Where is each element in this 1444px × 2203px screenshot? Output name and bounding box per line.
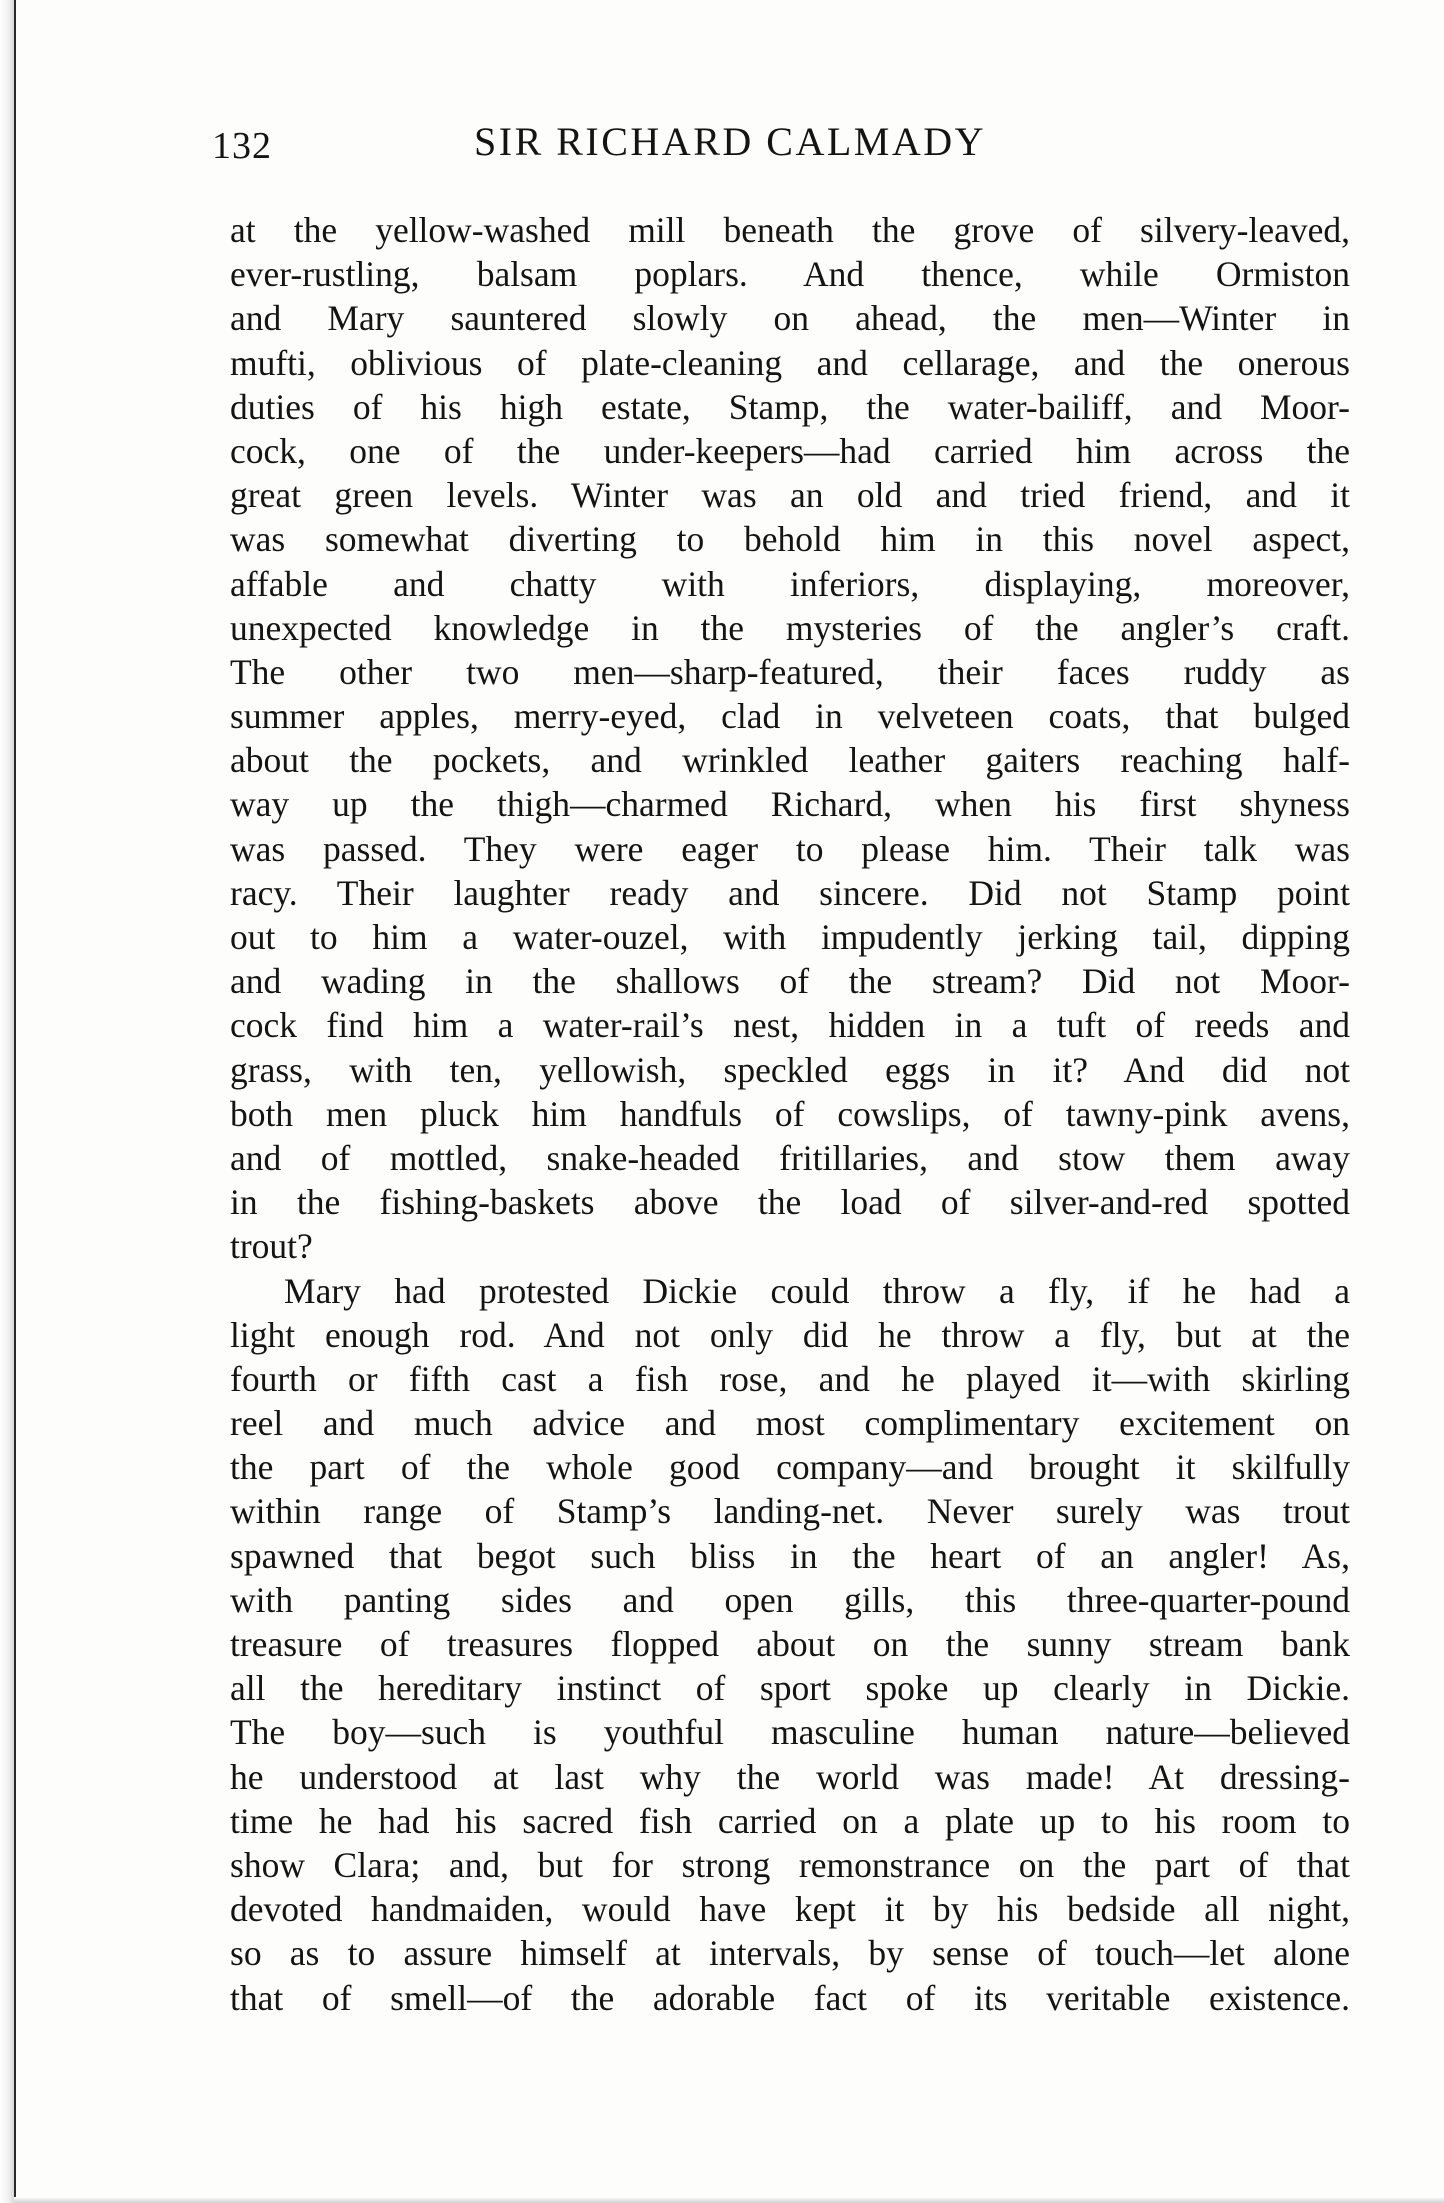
text-line: summer apples, merry-eyed, clad in velveteen coats, that bulged: [230, 696, 1350, 737]
page-bottom-edge: [14, 2197, 1444, 2203]
text-line: ever-rustling, balsam poplars. And thence, while Ormiston: [230, 254, 1350, 295]
text-line: treasure of treasures flopped about on the sunny stream bank: [230, 1624, 1350, 1664]
text-line: out to him a water-ouzel, with impudently jerking tail, dipping: [230, 917, 1350, 957]
page-binding-edge: [0, 0, 16, 2203]
text-line: time he had his sacred fish carried on a plate up to his room to: [230, 1800, 1350, 1841]
text-line: light enough rod. And not only did he throw a fly, but at the: [230, 1314, 1350, 1355]
page-number: 132: [212, 125, 272, 167]
text-line: unexpected knowledge in the mysteries of the angler’s craft.: [230, 607, 1350, 648]
text-line: within range of Stamp’s landing-net. Never surely was trout: [230, 1491, 1350, 1532]
page-header: [212, 118, 1362, 178]
text-line: was somewhat diverting to behold him in this novel aspect,: [230, 519, 1350, 560]
text-line: all the hereditary instinct of sport spoke up clearly in Dickie.: [230, 1668, 1350, 1709]
text-line: way up the thigh—charmed Richard, when his first shyness: [230, 784, 1350, 825]
text-line: grass, with ten, yellowish, speckled eggs in it? And did not: [230, 1049, 1350, 1090]
text-line: reel and much advice and most complimentary excitement on: [230, 1403, 1350, 1444]
text-line: show Clara; and, but for strong remonstrance on the part of that: [230, 1844, 1350, 1885]
text-line: at the yellow-washed mill beneath the grove of silvery-leaved,: [230, 210, 1350, 250]
text-line: The other two men—sharp-featured, their faces ruddy as: [230, 651, 1350, 692]
text-line: the part of the whole good company—and brought it skilfully: [230, 1447, 1350, 1488]
text-line: spawned that begot such bliss in the heart of an angler! As,: [230, 1535, 1350, 1576]
text-line: The boy—such is youthful masculine human nature—believed: [230, 1712, 1350, 1753]
paragraph-start-line: Mary had protested Dickie could throw a fly, if he had a: [284, 1270, 1350, 1311]
text-line: cock find him a water-rail’s nest, hidden in a tuft of reeds and: [230, 1005, 1350, 1046]
text-line: affable and chatty with inferiors, displaying, moreover,: [230, 563, 1350, 604]
text-line: and Mary sauntered slowly on ahead, the men—Winter in: [230, 298, 1350, 339]
text-line: duties of his high estate, Stamp, the water-bailiff, and Moor-: [230, 386, 1350, 427]
text-line: cock, one of the under-keepers—had carried him across the: [230, 430, 1350, 471]
text-line: fourth or fifth cast a fish rose, and he played it—with skirling: [230, 1358, 1350, 1399]
text-line: about the pockets, and wrinkled leather gaiters reaching half-: [230, 740, 1350, 781]
text-line: great green levels. Winter was an old and tried friend, and it: [230, 475, 1350, 516]
text-line: with panting sides and open gills, this three-quarter-pound: [230, 1579, 1350, 1620]
text-line: both men pluck him handfuls of cowslips, of tawny-pink avens,: [230, 1093, 1350, 1134]
body-text: [230, 208, 1350, 2020]
text-line: so as to assure himself at intervals, by sense of touch—let alone: [230, 1933, 1350, 1974]
text-line: racy. Their laughter ready and sincere. Did not Stamp point: [230, 872, 1350, 913]
text-line: he understood at last why the world was made! At dressing-: [230, 1756, 1350, 1797]
text-line: and wading in the shallows of the stream? Did not Moor-: [230, 961, 1350, 1002]
text-line: in the fishing-baskets above the load of silver-and-red spotted: [230, 1182, 1350, 1223]
text-line: that of smell—of the adorable fact of its veritable existence.: [230, 1977, 1350, 2018]
text-line: mufti, oblivious of plate-cleaning and cellarage, and the onerous: [230, 342, 1350, 383]
running-title: SIR RICHARD CALMADY: [474, 119, 986, 164]
text-line: and of mottled, snake-headed fritillaries, and stow them away: [230, 1137, 1350, 1178]
text-line: devoted handmaiden, would have kept it by his bedside all night,: [230, 1889, 1350, 1930]
text-line: was passed. They were eager to please him. Their talk was: [230, 828, 1350, 869]
paragraph-end-line: trout?: [230, 1226, 313, 1267]
